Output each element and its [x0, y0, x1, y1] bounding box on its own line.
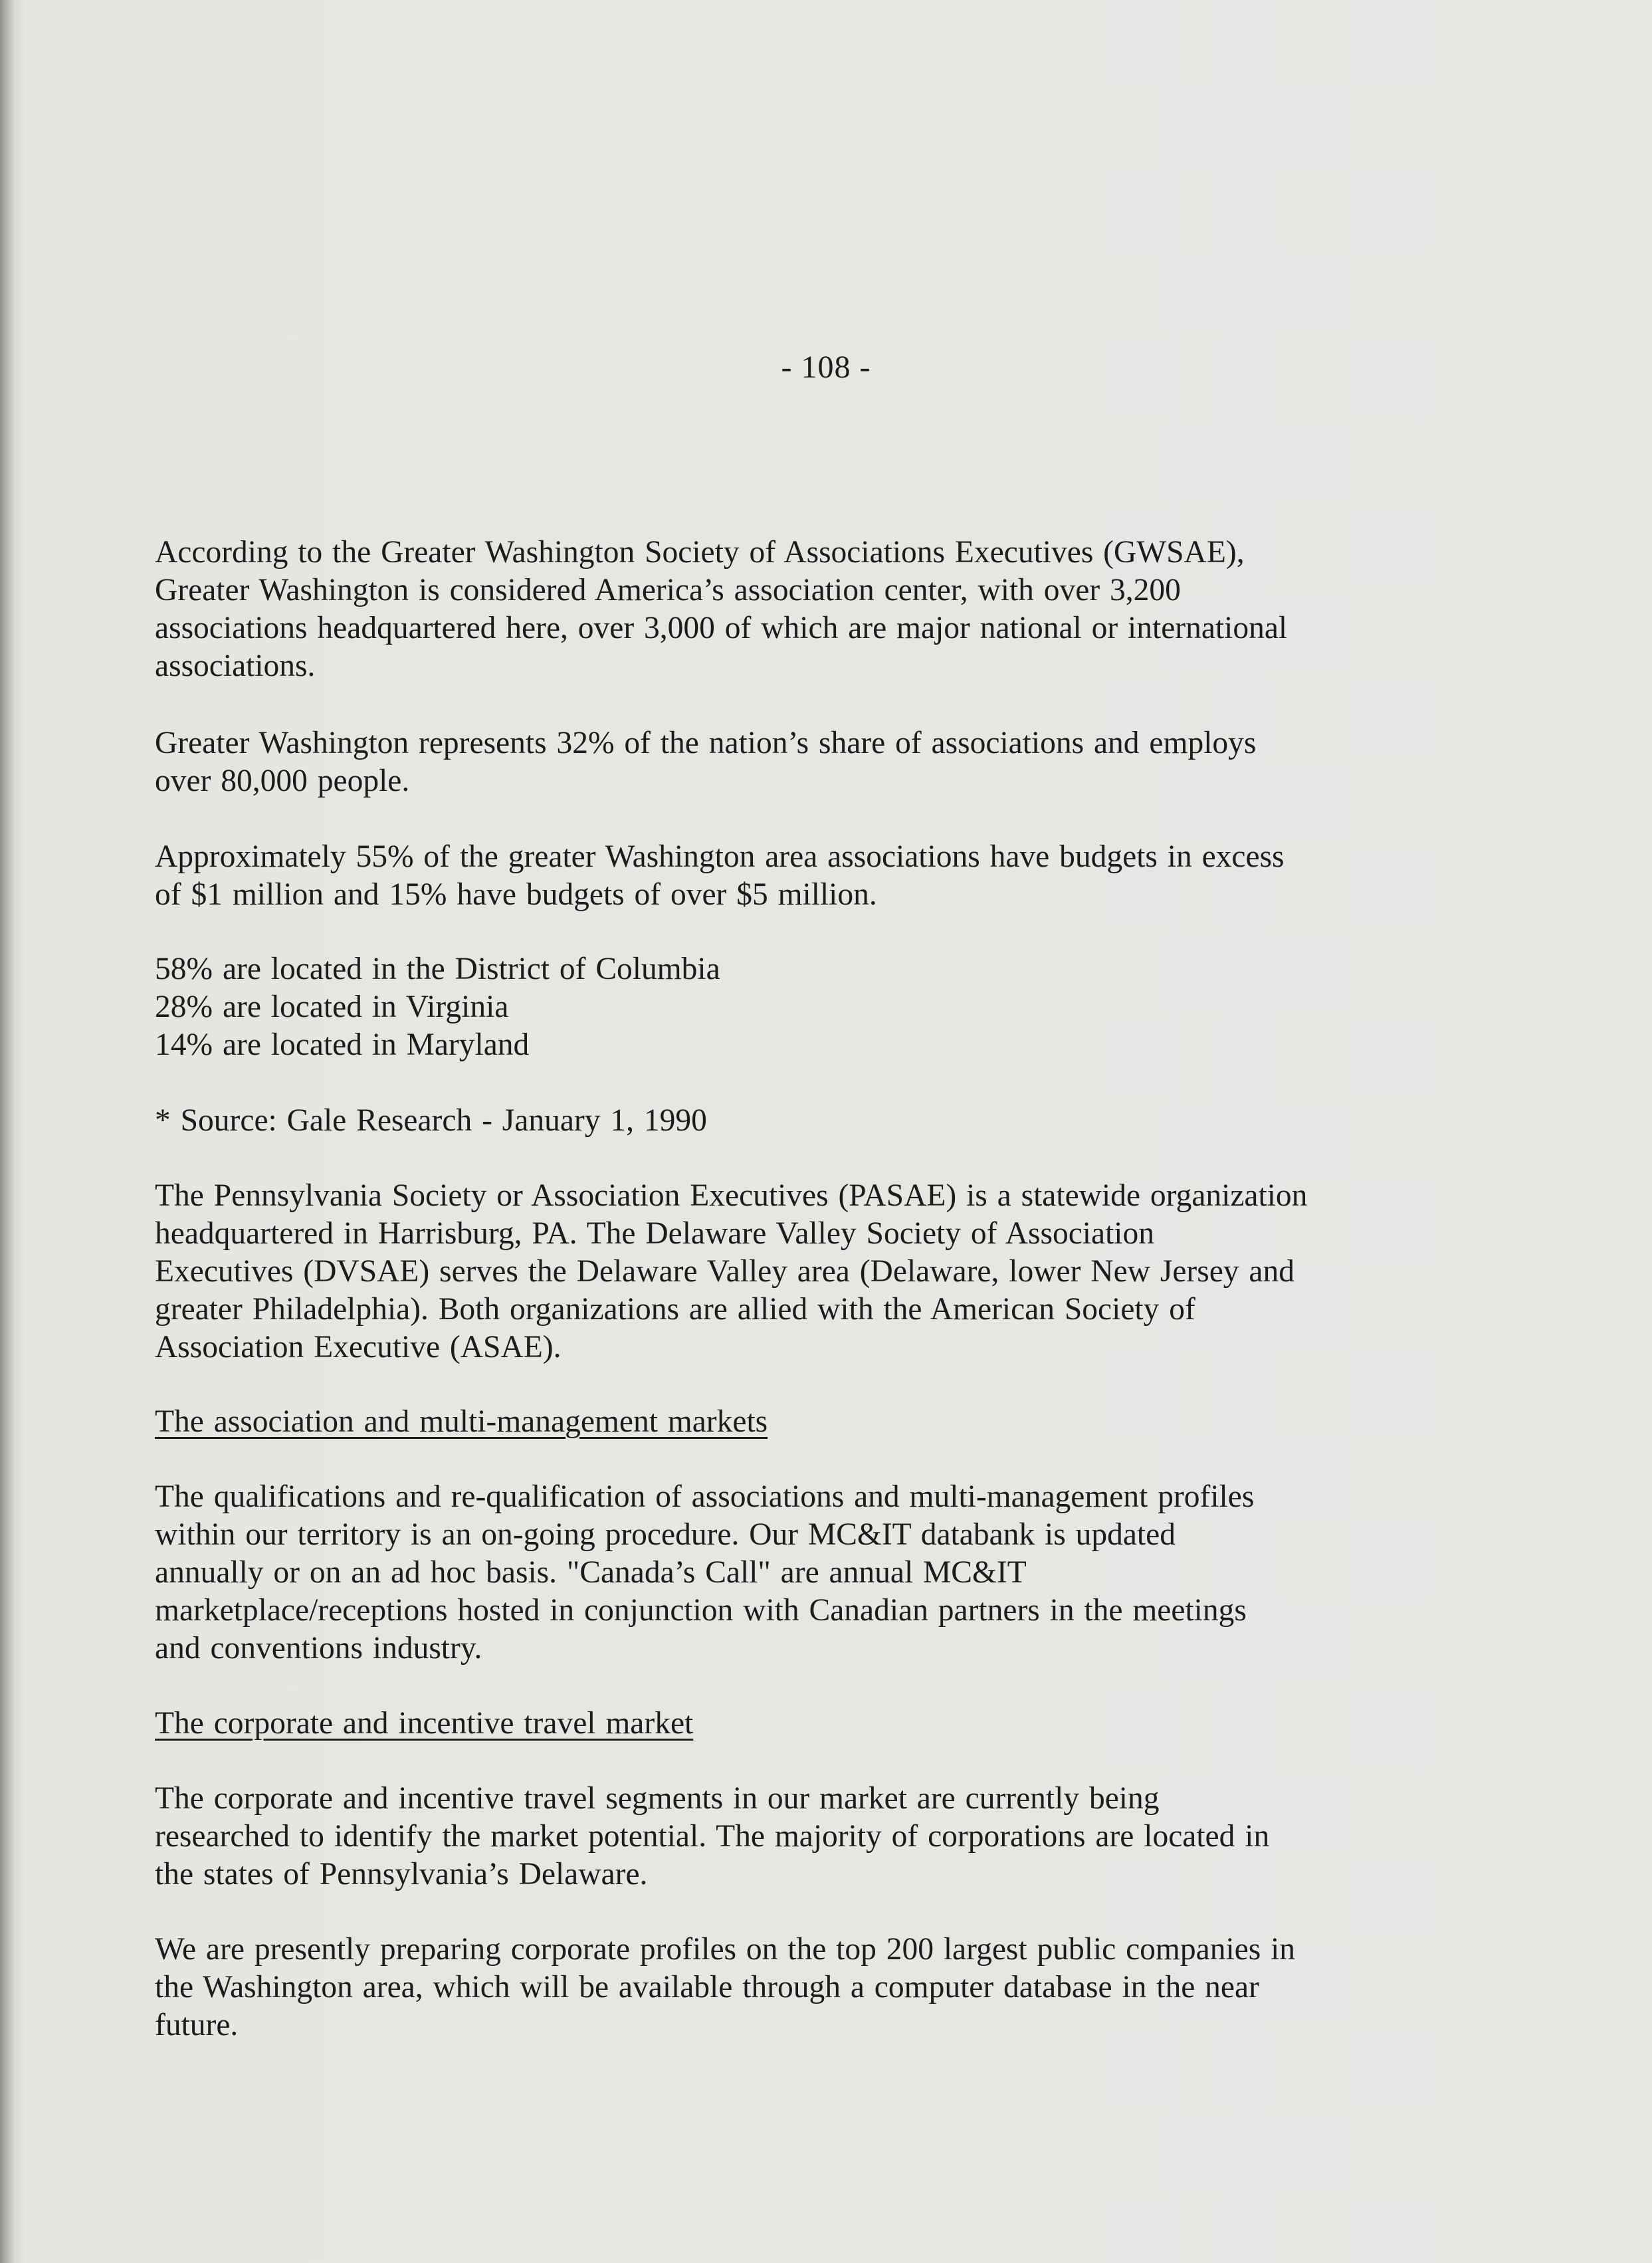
text-line: the states of Pennsylvania’s Delaware.: [155, 1857, 648, 1891]
heading-corporate-market: The corporate and incentive travel market: [155, 1706, 694, 1741]
paragraph-share: [155, 724, 1256, 800]
text-line: Association Executive (ASAE).: [155, 1330, 562, 1364]
text-line: Approximately 55% of the greater Washington area associations have budgets in excess: [155, 839, 1285, 874]
paragraph-source: [155, 1102, 707, 1140]
text-line: the Washington area, which will be available through a computer database in the near: [155, 1970, 1259, 2004]
text-line: greater Philadelphia). Both organizations are allied with the American Society of: [155, 1292, 1195, 1327]
text-line: Executives (DVSAE) serves the Delaware Valley area (Delaware, lower New Jersey and: [155, 1254, 1295, 1289]
text-line: Greater Washington is considered America’s association center, with over 3,200: [155, 573, 1181, 607]
binding-shadow: [0, 0, 15, 2263]
text-line: headquartered in Harrisburg, PA. The Delaware Valley Society of Association: [155, 1216, 1154, 1251]
text-line: researched to identify the market potential. The majority of corporations are located in: [155, 1819, 1270, 1854]
text-line: We are presently preparing corporate profiles on the top 200 largest public companies in: [155, 1932, 1296, 1967]
text-line: of $1 million and 15% have budgets of over $5 million.: [155, 877, 877, 912]
text-line: over 80,000 people.: [155, 764, 410, 798]
text-line: associations.: [155, 649, 316, 683]
location-line: 14% are located in Maryland: [155, 1027, 530, 1062]
text-line: The corporate and incentive travel segments in our market are currently being: [155, 1781, 1160, 1816]
text-line: marketplace/receptions hosted in conjunction with Canadian partners in the meetings: [155, 1593, 1247, 1628]
location-line: 58% are located in the District of Columbia: [155, 952, 720, 986]
location-line: 28% are located in Virginia: [155, 990, 509, 1024]
text-line: within our territory is an on-going procedure. Our MC&IT databank is updated: [155, 1517, 1176, 1552]
paragraph-qualifications: [155, 1478, 1254, 1668]
paragraph-profiles: [155, 1931, 1295, 2044]
text-line: Greater Washington represents 32% of the nation’s share of associations and employs: [155, 726, 1257, 760]
text-line: annually or on an ad hoc basis. "Canada’s Call" are annual MC&IT: [155, 1555, 1027, 1590]
text-line: According to the Greater Washington Society of Associations Executives (GWSAE),: [155, 535, 1245, 570]
text-line: The qualifications and re-qualification of associations and multi-management profiles: [155, 1479, 1255, 1514]
text-line: future.: [155, 2008, 239, 2042]
paragraph-locations: [155, 950, 720, 1064]
text-line: and conventions industry.: [155, 1631, 482, 1666]
paragraph-pasae: [155, 1177, 1307, 1366]
paragraph-corporate: [155, 1780, 1269, 1893]
text-line: associations headquartered here, over 3,000 of which are major national or international: [155, 611, 1288, 645]
heading-association-markets: The association and multi-management markets: [155, 1404, 768, 1439]
source-line: * Source: Gale Research - January 1, 1990: [155, 1103, 707, 1138]
paragraph-gwsae: [155, 534, 1287, 685]
paragraph-budgets: [155, 838, 1285, 914]
page-number: - 108 -: [781, 350, 871, 385]
text-line: The Pennsylvania Society or Association Executives (PASAE) is a statewide organization: [155, 1178, 1308, 1213]
